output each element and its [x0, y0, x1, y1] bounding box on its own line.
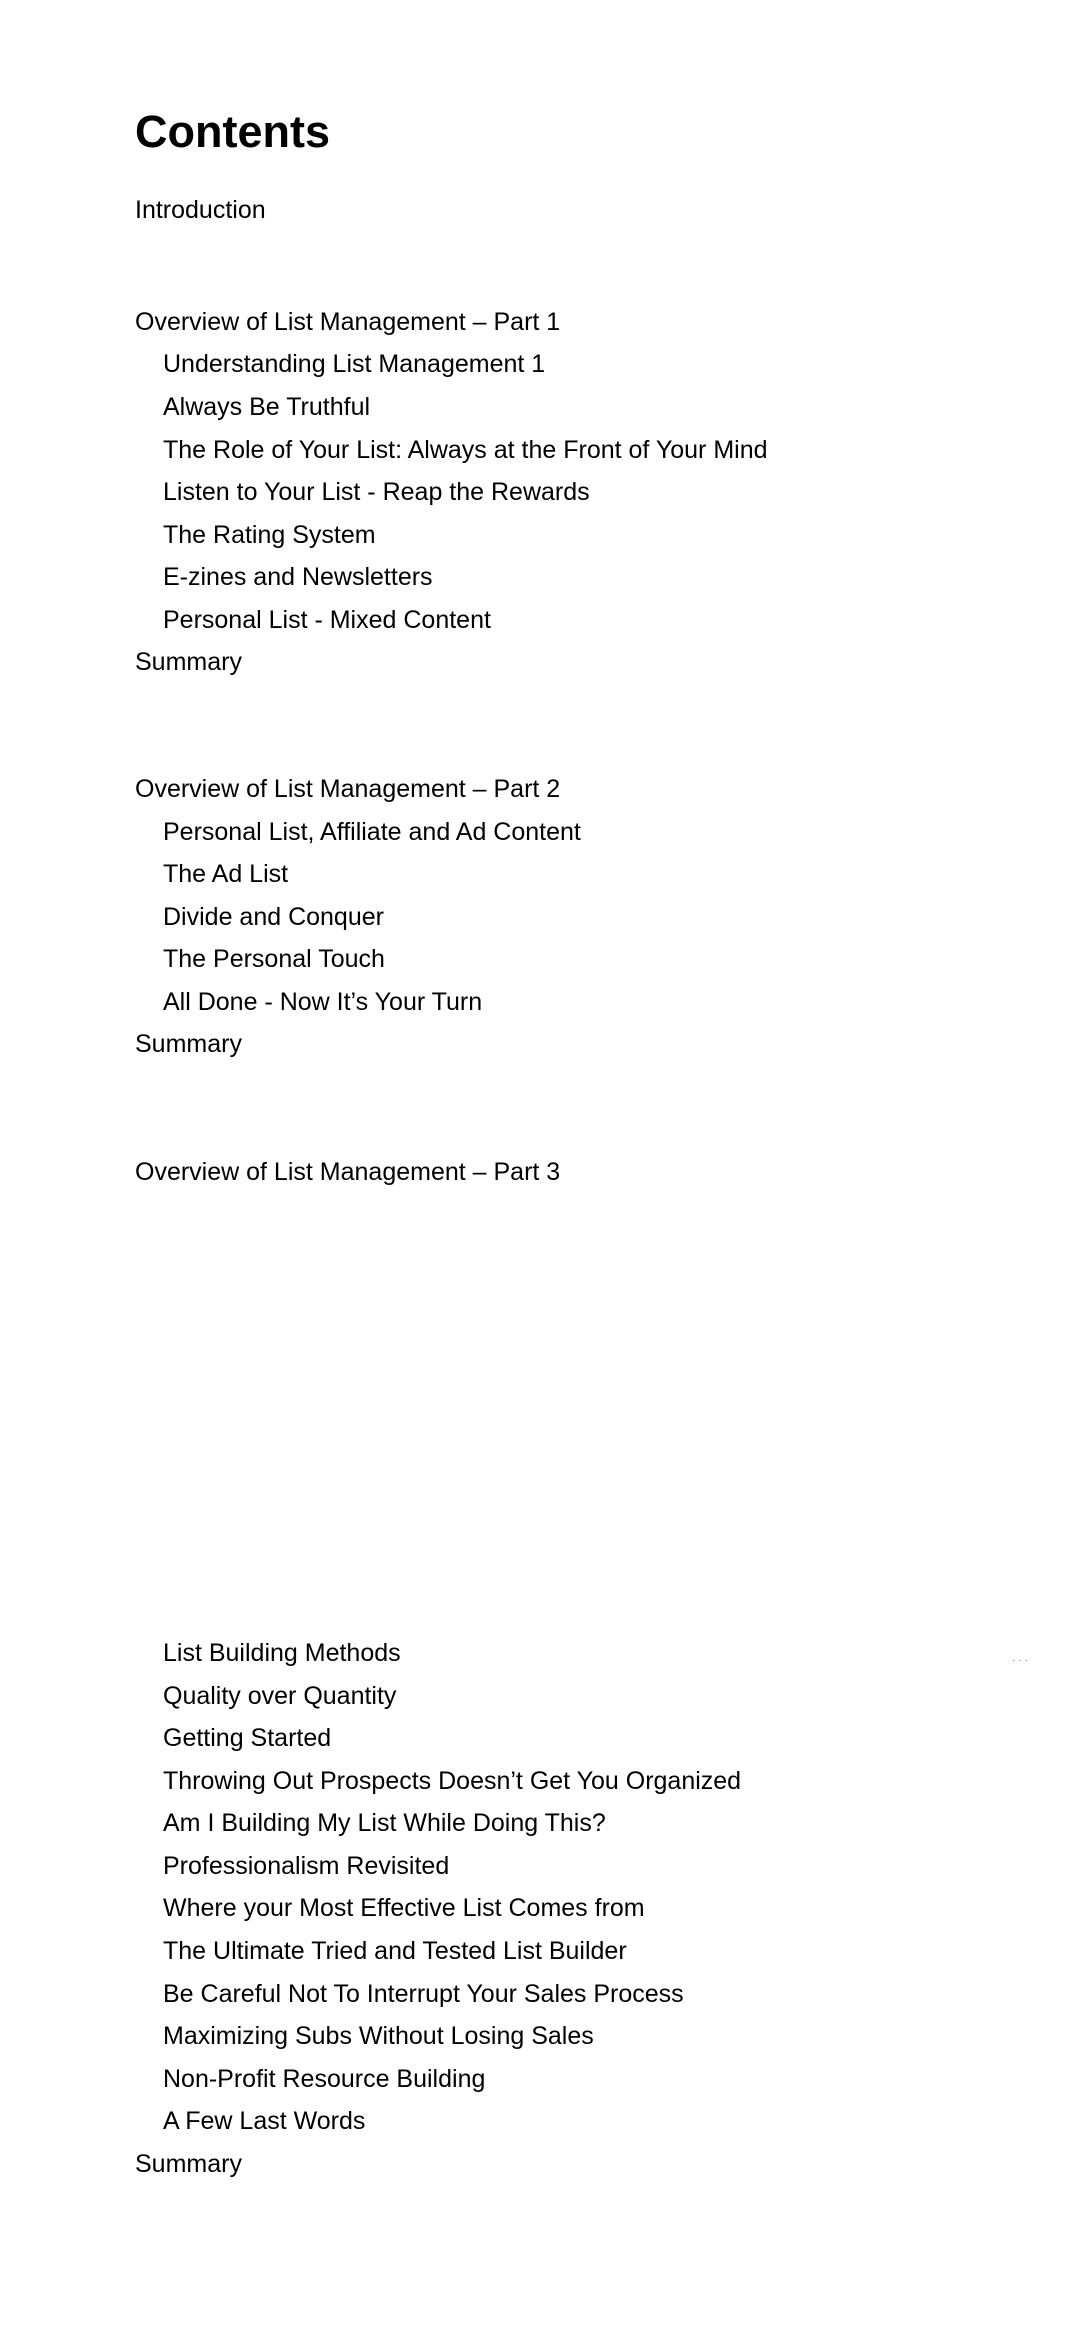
toc-subentry: E-zines and Newsletters	[163, 563, 433, 591]
toc-subentry: All Done - Now It’s Your Turn	[163, 988, 483, 1016]
toc-entry-summary: Summary	[135, 1030, 242, 1058]
toc-subentry: Maximizing Subs Without Losing Sales	[163, 2022, 594, 2050]
scan-artifact: ···	[1012, 1655, 1031, 1666]
toc-subentry: Quality over Quantity	[163, 1682, 397, 1710]
toc-subentry: List Building Methods	[163, 1639, 401, 1667]
page-title: Contents	[135, 106, 330, 157]
toc-entry-summary: Summary	[135, 648, 242, 676]
toc-subentry: A Few Last Words	[163, 2107, 366, 2135]
toc-subentry: Always Be Truthful	[163, 393, 371, 421]
toc-entry-introduction: Introduction	[135, 196, 266, 224]
toc-subentry: Professionalism Revisited	[163, 1852, 450, 1880]
toc-subentry: Personal List - Mixed Content	[163, 606, 491, 634]
toc-entry-summary: Summary	[135, 2150, 242, 2178]
toc-subentry: Be Careful Not To Interrupt Your Sales Process	[163, 1980, 684, 2008]
toc-entry-part-3: Overview of List Management – Part 3	[135, 1158, 561, 1186]
toc-subentry: The Personal Touch	[163, 945, 385, 973]
toc-subentry: Divide and Conquer	[163, 903, 384, 931]
toc-subentry: The Ad List	[163, 860, 289, 888]
toc-subentry: Personal List, Affiliate and Ad Content	[163, 818, 581, 846]
toc-subentry: Getting Started	[163, 1724, 332, 1752]
toc-subentry: Non-Profit Resource Building	[163, 2065, 486, 2093]
toc-entry-part-2: Overview of List Management – Part 2	[135, 775, 561, 803]
toc-subentry: Understanding List Management 1	[163, 350, 546, 378]
toc-subentry: The Rating System	[163, 521, 376, 549]
toc-subentry: Am I Building My List While Doing This?	[163, 1809, 606, 1837]
toc-subentry: Throwing Out Prospects Doesn’t Get You Organized	[163, 1767, 742, 1795]
toc-subentry: The Role of Your List: Always at the Front of Your Mind	[163, 436, 768, 464]
toc-subentry: Listen to Your List - Reap the Rewards	[163, 478, 590, 506]
toc-subentry: The Ultimate Tried and Tested List Builder	[163, 1937, 627, 1965]
toc-subentry: Where your Most Effective List Comes from	[163, 1894, 645, 1922]
toc-entry-part-1: Overview of List Management – Part 1	[135, 308, 561, 336]
